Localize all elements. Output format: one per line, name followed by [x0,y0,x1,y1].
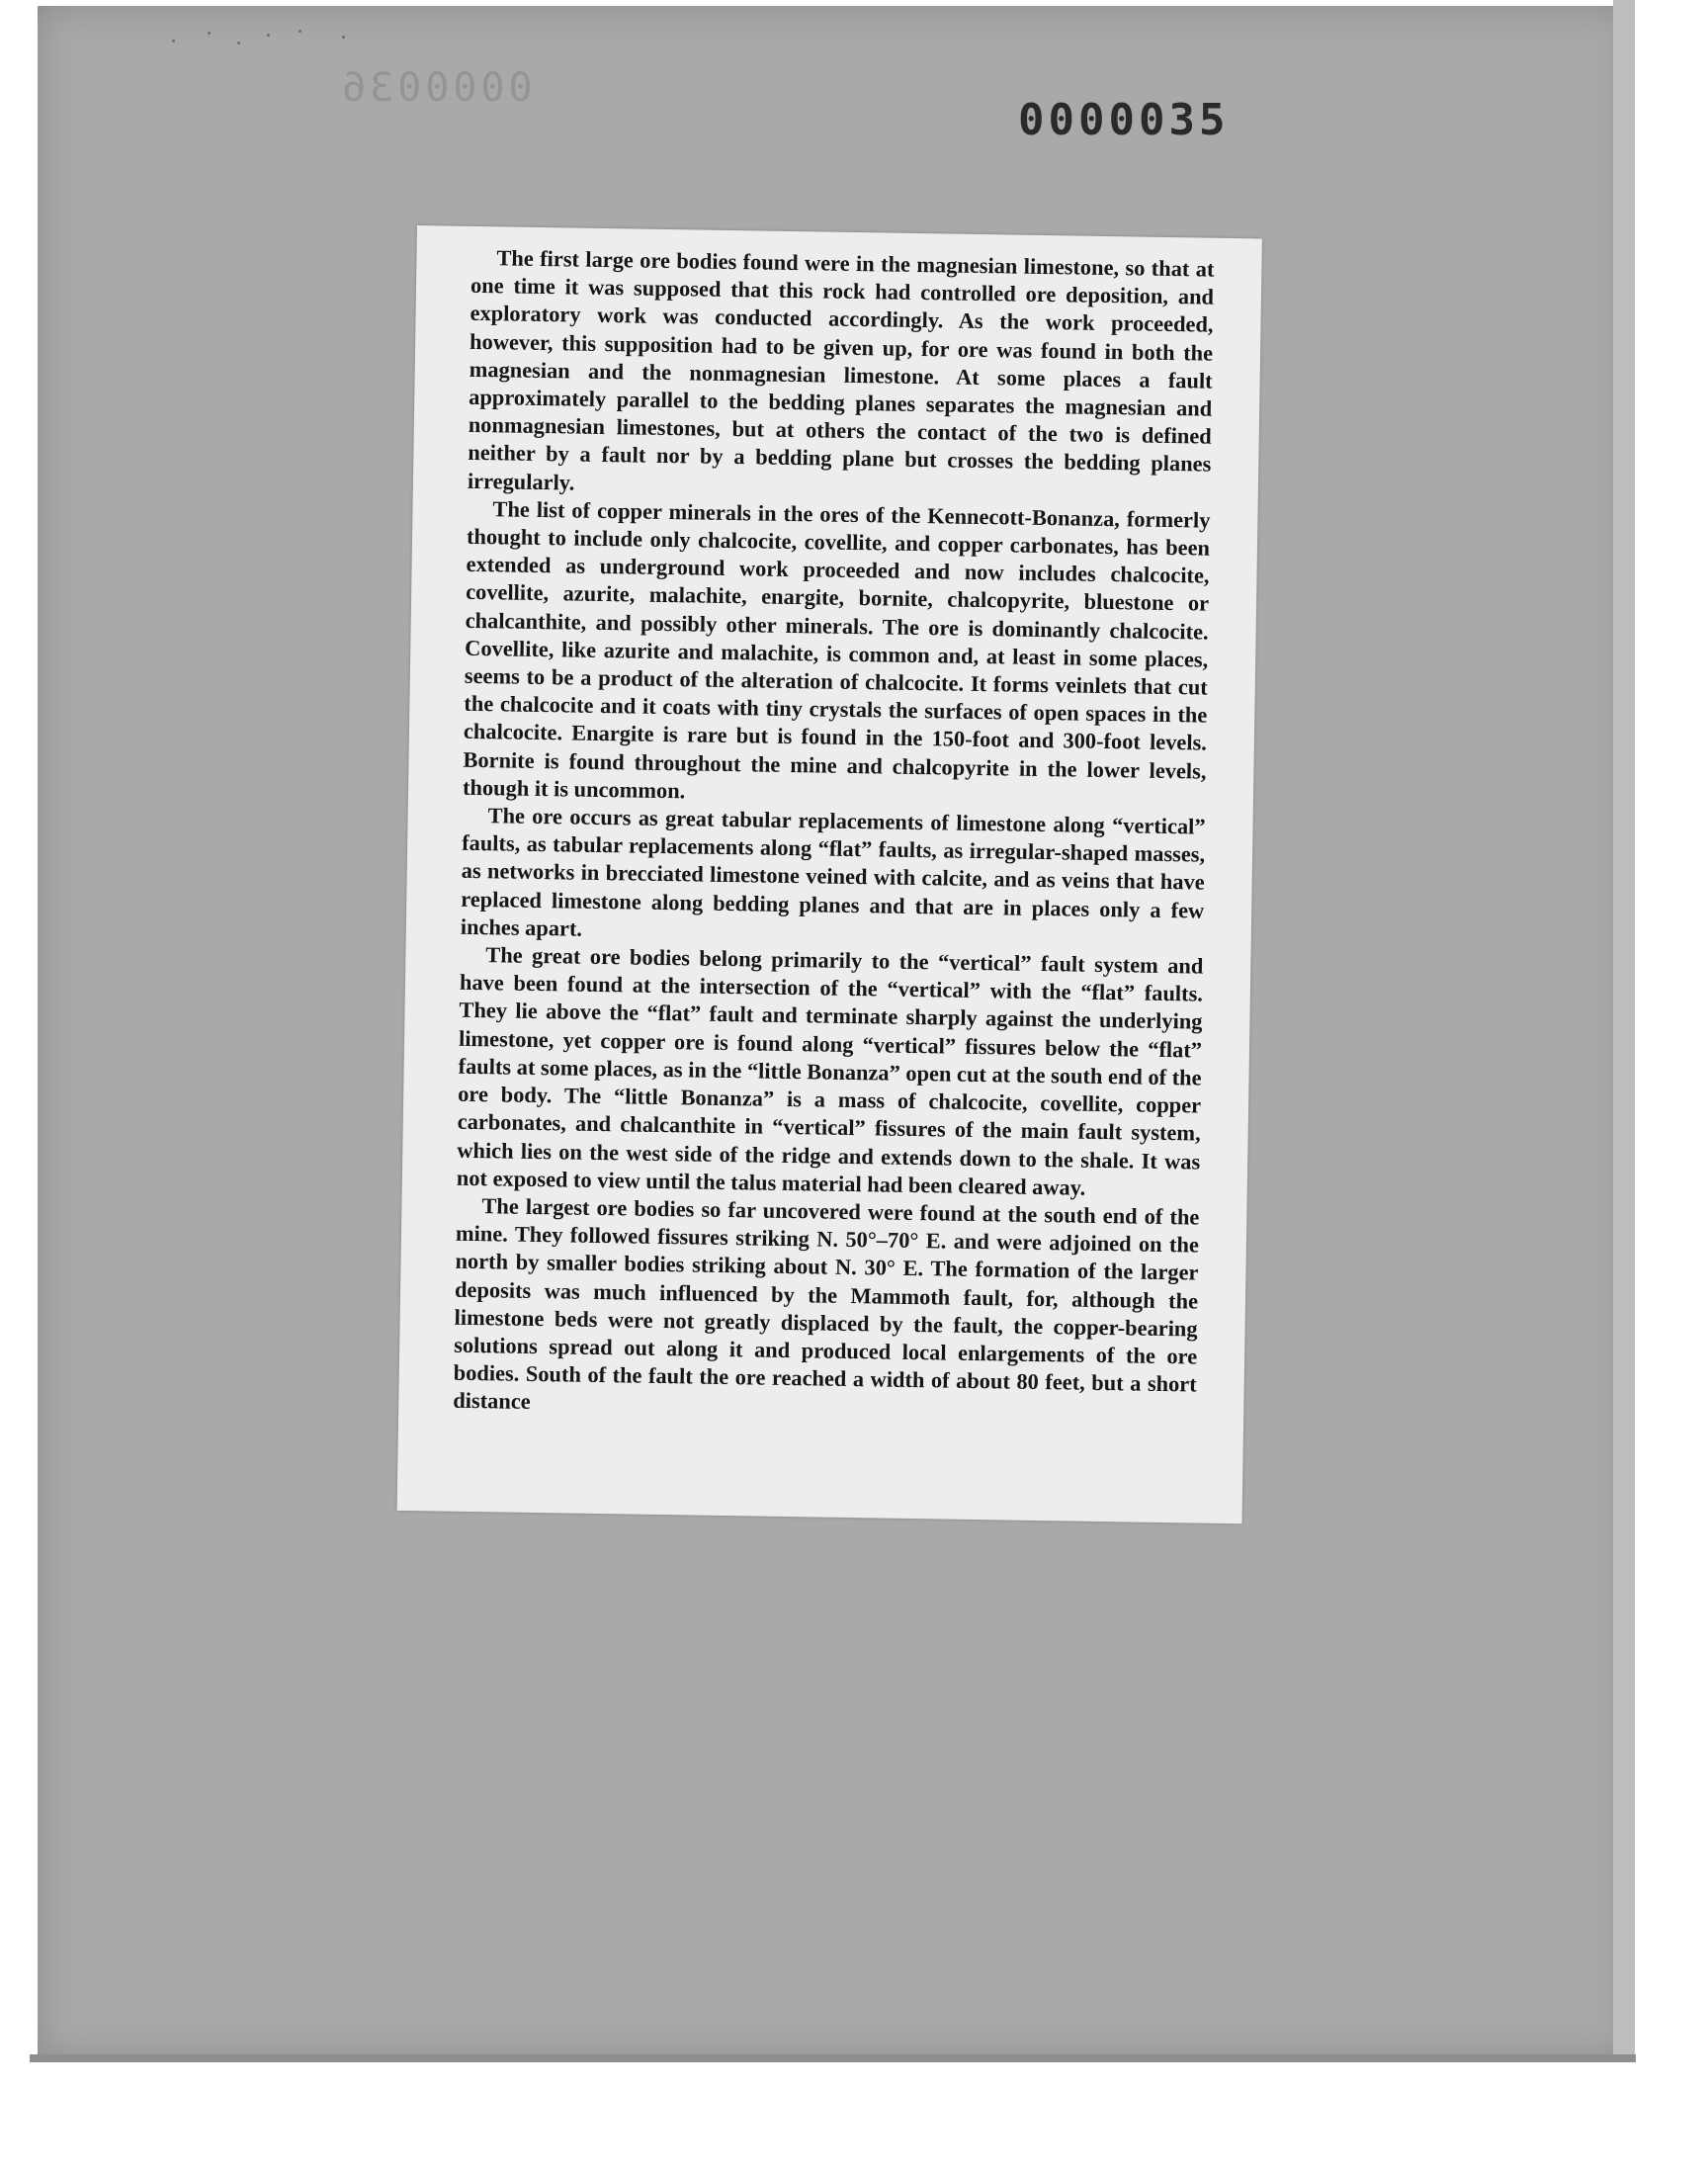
text-slip [397,225,1262,1523]
paragraph: The ore occurs as great tabular replacements of limestone along “vertical” faults, as tabular replacements along “flat” faults, as irregular-shaped masses, as networks in brecciated limestone veined with calcite, and as veins that have replaced limestone along bedding planes and that are in places only a few inches apart. [460,803,1206,941]
paragraph: The list of copper minerals in the ores of the Kennecott-Bonanza, formerly thought to include only chalcocite, covellite, and copper carbonates, has been extended as underground work proceeded and now includes chalcocite, covellite, azurite, malachite, enargite, bornite, chalcopyrite, bluestone or chalcanthite, and possibly other minerals. The ore is dominantly chalcocite. Covellite, like azurite and malachite, is common and, at least in some places, seems to be a product of the alteration of chalcocite. It forms veinlets that cut the chalcocite and it coats with tiny crystals the surfaces of open spaces in the chalcocite. Enargite is rare but is found in the 150-foot and 300-foot levels. Bornite is found throughout the mine and chalcopyrite in the lower levels, though it is uncommon. [462,496,1211,804]
paragraph: The great ore bodies belong primarily to the “vertical” fault system and have been found at the intersection of the “vertical” with the “flat” faults. They lie above the “flat” fault and terminate sharply against the underlying limestone, yet copper ore is found along “vertical” fissures below the “flat” faults at some places, as in the “little Bonanza” open cut at the south end of the ore body. The “little Bonanza” is a mass of chalcocite, covellite, copper carbonates, and chalcanthite in “vertical” fissures of the main fault system, which lies on the west side of the ridge and extends down to the shale. It was not exposed to view until the talus material had been cleared away. [456,942,1204,1200]
paragraph: The largest ore bodies so far uncovered were found at the south end of the mine. They followed fissures striking N. 50°–70° E. and were adjoined on the north by smaller bodies striking about N. 30° E. The formation of the larger deposits was much influenced by the Mammoth fault, for, although the limestone beds were not greatly displaced by the fault, the copper-bearing solutions spread out along it and produced local enlargements of the ore bodies. South of the fault the ore reached a width of about 80 feet, but a short distance [453,1193,1200,1415]
body-text [453,244,1215,1427]
paragraph: The first large ore bodies found were in the magnesian limestone, so that at one time it was supposed that this rock had controlled ore deposition, and exploratory work was conducted accordingly. As the work proceeded, however, this supposition had to be given up, for ore was found in both the magnesian and the nonmagnesian limestone. At some places a fault approximately parallel to the bedding planes separates the magnesian and nonmagnesian limestones, but at others the contact of the two is defined neither by a fault nor by a bedding plane but crosses the bedding planes irregularly. [467,245,1215,495]
mount-edge-bottom [30,2054,1636,2062]
mirrored-page-number: 0000036 [338,65,533,111]
page-number: 0000035 [1018,95,1230,145]
mount-edge-right [1613,0,1635,2056]
dust-specks [168,28,366,57]
